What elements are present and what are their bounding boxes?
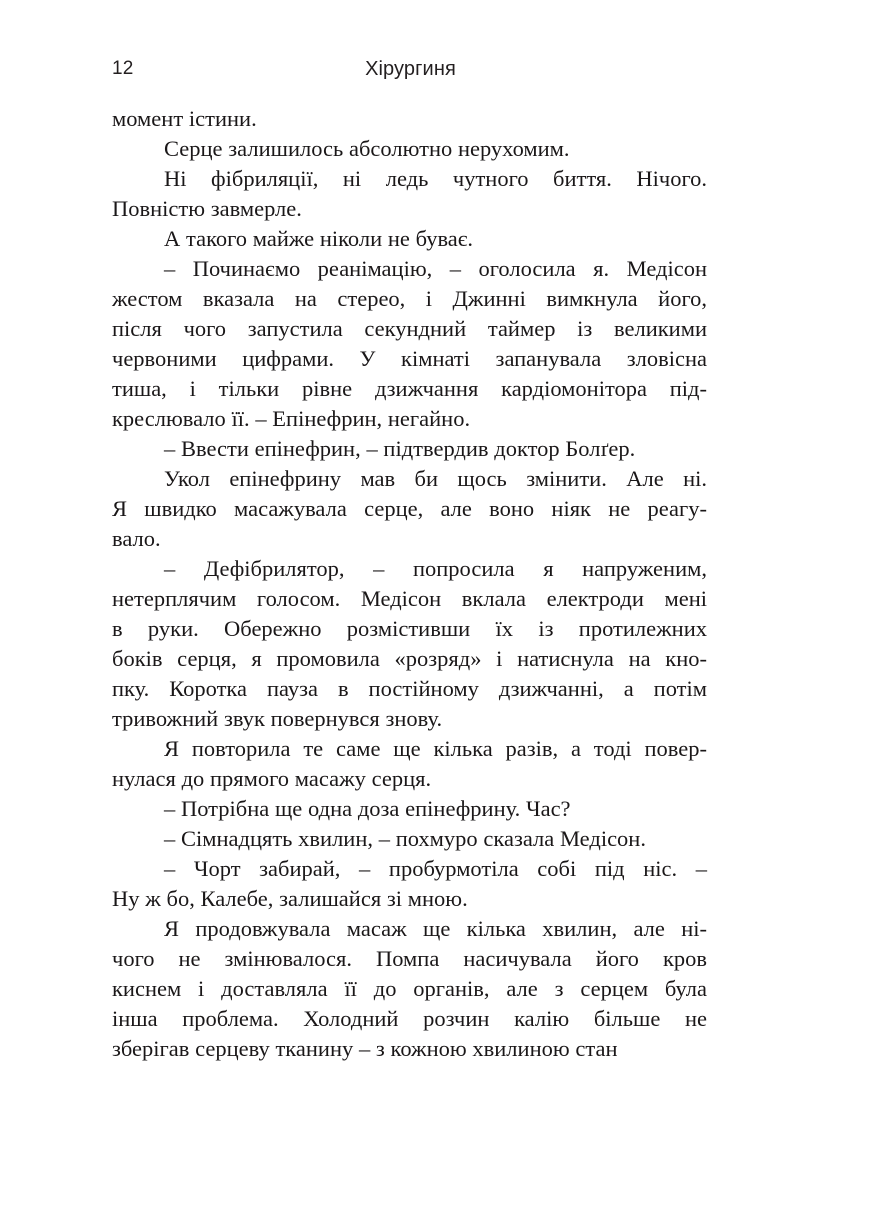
text-line: жестом вказала на стерео, і Джинні вимкнула його, [112, 286, 707, 311]
text-line: – Починаємо реанімацію, – оголосила я. Медісон [164, 256, 707, 281]
text-line: Повністю завмерле. [112, 196, 302, 221]
text-line: Я повторила те саме ще кілька разів, а тоді повер- [164, 736, 707, 761]
paragraph [112, 224, 707, 254]
text-line: – Сімнадцять хвилин, – похмуро сказала Медісон. [164, 826, 646, 851]
page-number: 12 [112, 58, 134, 79]
paragraph [112, 824, 707, 854]
text-line: – Потрібна ще одна доза епінефрину. Час? [164, 796, 571, 821]
paragraph [112, 254, 707, 434]
text-line: інша проблема. Холодний розчин калію більше не [112, 1006, 707, 1031]
text-line: пку. Коротка пауза в постійному дзижчанні, а потім [112, 676, 707, 701]
text-line: киснем і доставляла її до органів, але з серцем була [112, 976, 707, 1001]
paragraph [112, 104, 707, 134]
text-line: червоними цифрами. У кімнаті запанувала зловісна [112, 346, 707, 371]
text-line: Ні фібриляції, ні ледь чутного биття. Нічого. [164, 166, 707, 191]
paragraph [112, 134, 707, 164]
text-line: А такого майже ніколи не буває. [164, 226, 474, 251]
paragraph [112, 434, 707, 464]
paragraph [112, 164, 707, 224]
text-line: Серце залишилось абсолютно нерухомим. [164, 136, 570, 161]
running-title: Хірургиня [365, 58, 456, 80]
text-line: боків серця, я промовила «розряд» і натиснула на кно- [112, 646, 707, 671]
paragraph [112, 464, 707, 554]
text-line: після чого запустила секундний таймер із великими [112, 316, 707, 341]
body-text-block [112, 104, 707, 1064]
text-line: Я продовжувала масаж ще кілька хвилин, але ні- [164, 916, 707, 941]
paragraph [112, 734, 707, 794]
text-line: тиша, і тільки рівне дзижчання кардіомонітора під- [112, 376, 707, 401]
paragraph [112, 794, 707, 824]
text-line: чого не змінювалося. Помпа насичувала його кров [112, 946, 707, 971]
paragraph [112, 914, 707, 1064]
text-line: Укол епінефрину мав би щось змінити. Але ні. [164, 466, 707, 491]
text-line: нулася до прямого масажу серця. [112, 766, 432, 791]
text-line: зберігав серцеву тканину – з кожною хвилиною стан [112, 1036, 618, 1061]
text-line: момент істини. [112, 106, 257, 131]
paragraph [112, 554, 707, 734]
text-line: в руки. Обережно розмістивши їх із протилежних [112, 616, 707, 641]
text-line: Я швидко масажувала серце, але воно ніяк не реагу- [112, 496, 707, 521]
text-line: нетерплячим голосом. Медісон вклала електроди мені [112, 586, 707, 611]
text-line: Ну ж бо, Калебе, залишайся зі мною. [112, 886, 468, 911]
running-head [112, 56, 707, 82]
text-line: – Чорт забирай, – пробурмотіла собі під ніс. – [164, 856, 707, 881]
paragraph [112, 854, 707, 914]
text-line: вало. [112, 526, 161, 551]
text-line: тривожний звук повернувся знову. [112, 706, 443, 731]
text-line: – Ввести епінефрин, – підтвердив доктор Болґер. [164, 436, 636, 461]
text-line: креслювало її. – Епінефрин, негайно. [112, 406, 471, 431]
text-line: – Дефібрилятор, – попросила я напруженим, [164, 556, 707, 581]
